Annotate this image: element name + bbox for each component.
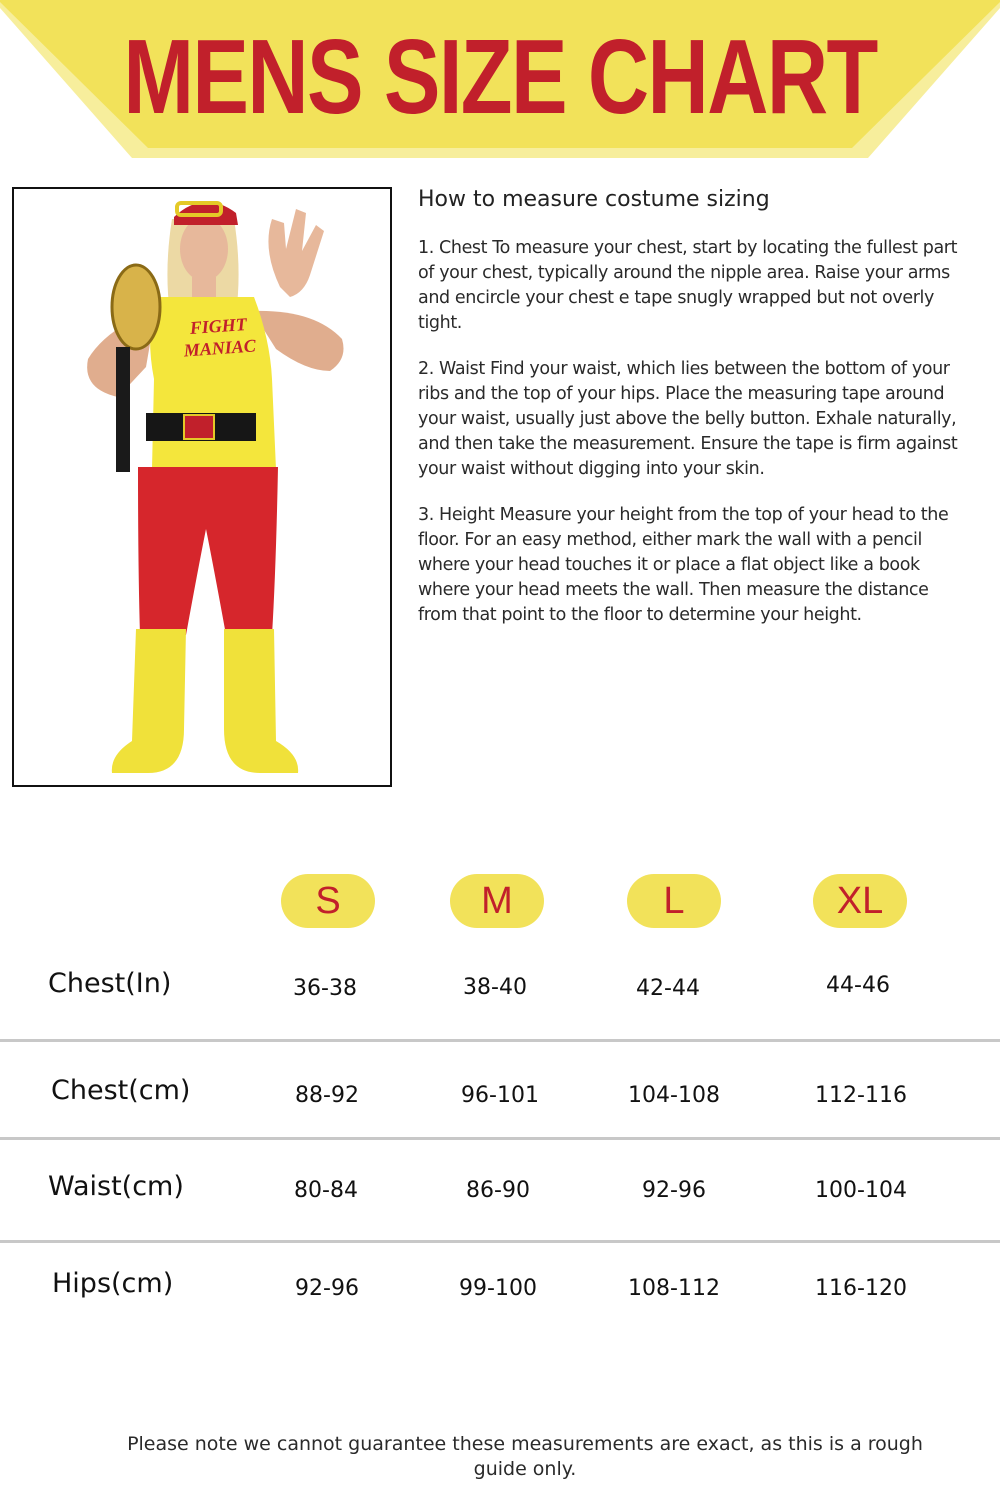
table-cell: 42-44: [636, 976, 700, 1001]
table-cell: 92-96: [295, 1276, 359, 1301]
table-cell: 96-101: [461, 1083, 539, 1108]
table-cell: 86-90: [466, 1178, 530, 1203]
row-divider: [0, 1039, 1000, 1042]
shirt-print-text: FIGHT MANIAC: [183, 314, 257, 361]
instruction-height: 3. Height Measure your height from the top of your head to the floor. For an easy method, either mark the wall with a pencil where your head touches it or place a flat object like a book where your head meets the wall. Then measure the distance from that point to the floor to determine your height.: [418, 505, 949, 625]
instruction-chest: 1. Chest To measure your chest, start by locating the fullest part of your chest, typically around the nipple area. Raise your arms and encircle your chest e tape snugly wrapped but not overly tight.: [418, 238, 958, 333]
size-header-l: L: [627, 874, 721, 928]
table-cell: 108-112: [628, 1276, 720, 1301]
size-header-m: M: [450, 874, 544, 928]
table-cell: 80-84: [294, 1178, 358, 1203]
table-cell: 92-96: [642, 1178, 706, 1203]
instruction-waist: 2. Waist Find your waist, which lies between the bottom of your ribs and the top of your hips. Place the measuring tape around your waist, usually just above the belly button. Exhale naturally, and then take the measurement. Ensure the tape is firm against your waist without digging into your skin.: [418, 359, 958, 479]
size-header-s: S: [281, 874, 375, 928]
row-divider: [0, 1137, 1000, 1140]
table-cell: 36-38: [293, 976, 357, 1001]
table-cell: 99-100: [459, 1276, 537, 1301]
table-cell: 88-92: [295, 1083, 359, 1108]
row-label-hips-cm: Hips(cm): [52, 1268, 174, 1299]
size-header-xl: XL: [813, 874, 907, 928]
table-cell: 104-108: [628, 1083, 720, 1108]
row-label-waist-cm: Waist(cm): [48, 1171, 184, 1202]
costume-model-illustration: [14, 189, 390, 785]
row-divider: [0, 1240, 1000, 1243]
row-label-chest-in: Chest(In): [48, 968, 172, 999]
table-cell: 116-120: [815, 1276, 907, 1301]
table-cell: 100-104: [815, 1178, 907, 1203]
product-photo: [12, 187, 392, 787]
table-cell: 44-46: [826, 973, 890, 998]
instructions-heading: How to measure costume sizing: [418, 187, 770, 212]
page-title: MENS SIZE CHART: [123, 18, 877, 136]
table-cell: 112-116: [815, 1083, 907, 1108]
table-cell: 38-40: [463, 975, 527, 1000]
measurement-instructions: [418, 184, 958, 649]
disclaimer-note: Please note we cannot guarantee these measurements are exact, as this is a rough guide only.: [127, 1433, 923, 1480]
row-label-chest-cm: Chest(cm): [51, 1075, 191, 1106]
